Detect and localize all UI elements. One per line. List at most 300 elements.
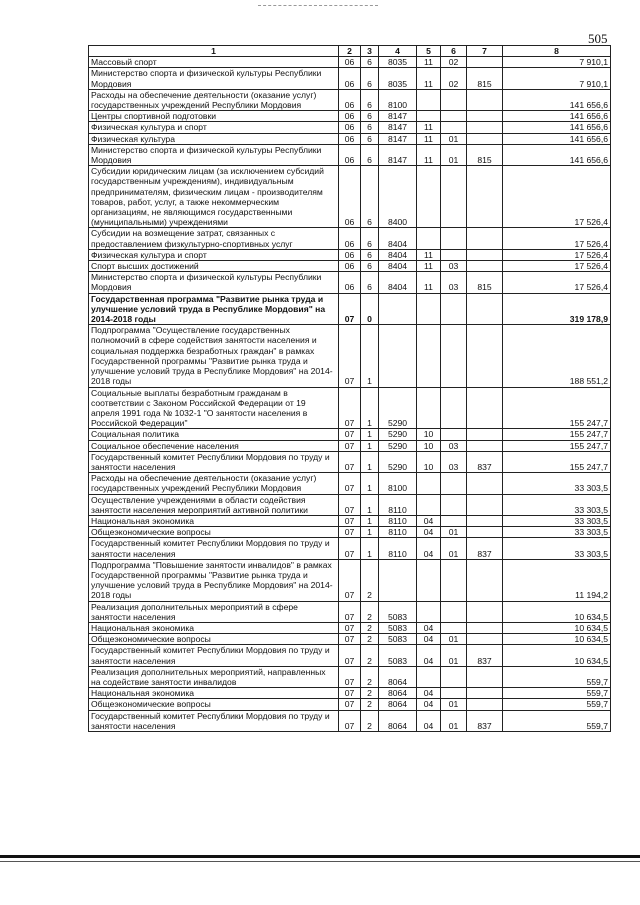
row-name-cell: Реализация дополнительных мероприятий в сфере занятости населения — [89, 601, 339, 622]
budget-table — [88, 45, 611, 732]
row-value-cell — [467, 515, 503, 526]
row-value-cell — [441, 688, 467, 699]
row-value-cell: 01 — [441, 699, 467, 710]
row-value-cell: 6 — [361, 57, 379, 68]
row-value-cell: 07 — [339, 622, 361, 633]
row-name-cell: Массовый спорт — [89, 57, 339, 68]
row-value-cell: 8035 — [379, 57, 417, 68]
row-value-cell — [467, 111, 503, 122]
row-value-cell — [441, 166, 467, 228]
row-value-cell: 07 — [339, 538, 361, 559]
row-value-cell: 6 — [361, 68, 379, 89]
row-value-cell: 06 — [339, 249, 361, 260]
row-value-cell — [467, 494, 503, 515]
row-value-cell: 04 — [417, 622, 441, 633]
row-value-cell: 6 — [361, 111, 379, 122]
row-value-cell: 8110 — [379, 538, 417, 559]
table-row — [89, 494, 611, 515]
table-row — [89, 538, 611, 559]
row-value-cell: 1 — [361, 473, 379, 494]
row-value-cell: 33 303,5 — [503, 494, 611, 515]
top-dashed-line — [258, 5, 378, 6]
row-value-cell: 8110 — [379, 494, 417, 515]
row-value-cell: 6 — [361, 228, 379, 249]
row-value-cell: 07 — [339, 440, 361, 451]
row-name-cell: Осуществление учреждениями в области содействия занятости населения мероприятий активной политики — [89, 494, 339, 515]
row-value-cell: 5290 — [379, 429, 417, 440]
row-value-cell: 2 — [361, 634, 379, 645]
row-value-cell — [417, 387, 441, 429]
row-value-cell — [417, 559, 441, 601]
row-value-cell — [441, 494, 467, 515]
row-value-cell: 141 656,6 — [503, 133, 611, 144]
row-value-cell: 2 — [361, 710, 379, 731]
row-value-cell: 5083 — [379, 601, 417, 622]
row-name-cell: Национальная экономика — [89, 515, 339, 526]
row-value-cell: 04 — [417, 699, 441, 710]
row-value-cell: 1 — [361, 429, 379, 440]
row-value-cell: 815 — [467, 272, 503, 293]
row-name-cell: Подпрограмма "Повышение занятости инвалидов" в рамках Государственной программы "Развитие рынка труда и улучшение условий труда в Республике Мордовия" на 2014-2018 годы — [89, 559, 339, 601]
row-value-cell: 10 634,5 — [503, 645, 611, 666]
row-name-cell: Министерство спорта и физической культуры Республики Мордовия — [89, 272, 339, 293]
row-value-cell: 8147 — [379, 111, 417, 122]
row-value-cell — [441, 111, 467, 122]
table-row — [89, 387, 611, 429]
table-row — [89, 228, 611, 249]
row-value-cell: 559,7 — [503, 666, 611, 687]
row-value-cell: 8404 — [379, 228, 417, 249]
row-value-cell — [467, 57, 503, 68]
row-value-cell — [417, 166, 441, 228]
row-value-cell: 559,7 — [503, 688, 611, 699]
row-value-cell: 10 634,5 — [503, 622, 611, 633]
row-name-cell: Министерство спорта и физической культуры Республики Мордовия — [89, 68, 339, 89]
row-value-cell: 815 — [467, 68, 503, 89]
column-header: 2 — [339, 46, 361, 57]
row-value-cell: 11 — [417, 261, 441, 272]
column-header: 6 — [441, 46, 467, 57]
row-value-cell: 1 — [361, 440, 379, 451]
row-value-cell: 01 — [441, 645, 467, 666]
row-value-cell: 01 — [441, 538, 467, 559]
row-name-cell: Государственный комитет Республики Мордовия по труду и занятости населения — [89, 451, 339, 472]
column-header: 4 — [379, 46, 417, 57]
row-value-cell — [467, 293, 503, 325]
row-value-cell: 06 — [339, 111, 361, 122]
table-row — [89, 473, 611, 494]
row-value-cell: 11 — [417, 57, 441, 68]
row-value-cell: 5083 — [379, 645, 417, 666]
row-value-cell: 8110 — [379, 527, 417, 538]
row-value-cell — [467, 473, 503, 494]
table-row — [89, 527, 611, 538]
row-value-cell: 141 656,6 — [503, 144, 611, 165]
row-name-cell: Социальные выплаты безработным гражданам в соответствии с Законом Российской Федерации от 19 апреля 1991 года № 1032-1 "О занятости населения в Российской Федерации" — [89, 387, 339, 429]
row-value-cell: 1 — [361, 527, 379, 538]
table-row — [89, 249, 611, 260]
row-value-cell: 10 — [417, 429, 441, 440]
row-value-cell — [441, 666, 467, 687]
column-header: 7 — [467, 46, 503, 57]
row-value-cell: 8064 — [379, 699, 417, 710]
row-name-cell: Физическая культура — [89, 133, 339, 144]
column-header: 3 — [361, 46, 379, 57]
row-value-cell — [417, 494, 441, 515]
row-value-cell — [441, 559, 467, 601]
row-name-cell: Национальная экономика — [89, 622, 339, 633]
row-value-cell: 5083 — [379, 634, 417, 645]
row-value-cell: 6 — [361, 133, 379, 144]
row-value-cell: 03 — [441, 272, 467, 293]
row-value-cell: 33 303,5 — [503, 515, 611, 526]
row-value-cell: 06 — [339, 89, 361, 110]
row-value-cell: 03 — [441, 440, 467, 451]
row-name-cell: Субсидии на возмещение затрат, связанных с предоставлением физкультурно-спортивных услуг — [89, 228, 339, 249]
row-value-cell — [441, 228, 467, 249]
row-value-cell: 155 247,7 — [503, 451, 611, 472]
row-value-cell: 02 — [441, 57, 467, 68]
row-value-cell — [417, 89, 441, 110]
table-row — [89, 440, 611, 451]
row-value-cell — [467, 688, 503, 699]
row-value-cell: 6 — [361, 166, 379, 228]
row-value-cell: 07 — [339, 515, 361, 526]
table-row — [89, 622, 611, 633]
row-value-cell: 03 — [441, 451, 467, 472]
row-value-cell: 11 — [417, 133, 441, 144]
row-value-cell: 04 — [417, 634, 441, 645]
row-value-cell: 5290 — [379, 440, 417, 451]
row-value-cell: 07 — [339, 645, 361, 666]
row-value-cell: 07 — [339, 688, 361, 699]
table-row — [89, 133, 611, 144]
row-value-cell: 17 526,4 — [503, 228, 611, 249]
row-value-cell — [441, 473, 467, 494]
row-name-cell: Субсидии юридическим лицам (за исключением субсидий государственным учреждениям), индивидуальным предпринимателям, физическим лицам - производителям товаров, работ, услуг, а также некоммерческим организациям, не являющимся государственными (муниципальными) учреждениями — [89, 166, 339, 228]
row-name-cell: Реализация дополнительных мероприятий, направленных на содействие занятости инвалидов — [89, 666, 339, 687]
row-name-cell: Государственный комитет Республики Мордовия по труду и занятости населения — [89, 710, 339, 731]
row-value-cell: 01 — [441, 527, 467, 538]
row-value-cell: 837 — [467, 538, 503, 559]
row-value-cell: 17 526,4 — [503, 272, 611, 293]
row-value-cell: 188 551,2 — [503, 325, 611, 387]
row-value-cell — [467, 325, 503, 387]
row-value-cell: 141 656,6 — [503, 122, 611, 133]
table-row — [89, 293, 611, 325]
row-value-cell: 141 656,6 — [503, 89, 611, 110]
table-row — [89, 688, 611, 699]
row-value-cell: 07 — [339, 601, 361, 622]
row-value-cell: 02 — [441, 68, 467, 89]
row-value-cell: 8064 — [379, 710, 417, 731]
row-value-cell: 06 — [339, 57, 361, 68]
table-row — [89, 429, 611, 440]
row-value-cell: 11 — [417, 249, 441, 260]
row-value-cell: 1 — [361, 494, 379, 515]
row-value-cell: 155 247,7 — [503, 440, 611, 451]
table-row — [89, 166, 611, 228]
row-value-cell — [467, 249, 503, 260]
row-value-cell: 2 — [361, 622, 379, 633]
row-value-cell: 07 — [339, 451, 361, 472]
row-value-cell: 07 — [339, 527, 361, 538]
row-value-cell: 8100 — [379, 89, 417, 110]
row-value-cell: 06 — [339, 228, 361, 249]
row-value-cell: 17 526,4 — [503, 166, 611, 228]
row-value-cell — [467, 261, 503, 272]
row-value-cell: 815 — [467, 144, 503, 165]
table-row — [89, 57, 611, 68]
row-value-cell — [467, 89, 503, 110]
row-name-cell: Физическая культура и спорт — [89, 122, 339, 133]
row-value-cell: 01 — [441, 710, 467, 731]
row-value-cell: 141 656,6 — [503, 111, 611, 122]
row-value-cell: 11 — [417, 272, 441, 293]
row-value-cell: 01 — [441, 144, 467, 165]
row-value-cell: 07 — [339, 699, 361, 710]
row-value-cell: 8110 — [379, 515, 417, 526]
column-header: 8 — [503, 46, 611, 57]
row-value-cell: 10 — [417, 451, 441, 472]
row-value-cell: 07 — [339, 473, 361, 494]
row-value-cell: 04 — [417, 527, 441, 538]
row-name-cell: Расходы на обеспечение деятельности (оказание услуг) государственных учреждений Республики Мордовия — [89, 89, 339, 110]
row-value-cell: 559,7 — [503, 699, 611, 710]
row-value-cell: 07 — [339, 429, 361, 440]
row-value-cell — [441, 122, 467, 133]
table-row — [89, 261, 611, 272]
row-value-cell: 6 — [361, 89, 379, 110]
row-value-cell: 6 — [361, 261, 379, 272]
row-value-cell: 837 — [467, 710, 503, 731]
table-row — [89, 634, 611, 645]
row-value-cell: 06 — [339, 166, 361, 228]
row-value-cell — [467, 440, 503, 451]
row-value-cell: 8147 — [379, 144, 417, 165]
row-value-cell — [417, 228, 441, 249]
table-header-row — [89, 46, 611, 57]
bottom-rule-thin — [0, 861, 640, 862]
table-row — [89, 68, 611, 89]
row-value-cell: 06 — [339, 133, 361, 144]
row-value-cell: 7 910,1 — [503, 57, 611, 68]
row-value-cell: 1 — [361, 515, 379, 526]
row-value-cell: 8100 — [379, 473, 417, 494]
row-value-cell: 17 526,4 — [503, 261, 611, 272]
row-value-cell: 8404 — [379, 261, 417, 272]
row-value-cell: 11 194,2 — [503, 559, 611, 601]
row-value-cell — [441, 249, 467, 260]
row-name-cell: Министерство спорта и физической культуры Республики Мордовия — [89, 144, 339, 165]
row-value-cell: 8404 — [379, 272, 417, 293]
row-value-cell: 5290 — [379, 451, 417, 472]
row-value-cell: 2 — [361, 559, 379, 601]
row-value-cell: 17 526,4 — [503, 249, 611, 260]
row-value-cell: 01 — [441, 634, 467, 645]
row-value-cell: 1 — [361, 538, 379, 559]
row-value-cell: 11 — [417, 144, 441, 165]
row-value-cell — [417, 111, 441, 122]
table-row — [89, 666, 611, 687]
row-value-cell: 03 — [441, 261, 467, 272]
row-value-cell: 155 247,7 — [503, 429, 611, 440]
row-value-cell: 07 — [339, 710, 361, 731]
row-value-cell — [467, 387, 503, 429]
row-value-cell: 11 — [417, 68, 441, 89]
row-value-cell — [417, 473, 441, 494]
table-row — [89, 272, 611, 293]
row-value-cell — [379, 293, 417, 325]
row-value-cell: 8147 — [379, 133, 417, 144]
row-value-cell — [441, 325, 467, 387]
row-value-cell: 04 — [417, 710, 441, 731]
row-value-cell: 8064 — [379, 666, 417, 687]
row-value-cell — [441, 89, 467, 110]
row-value-cell: 01 — [441, 133, 467, 144]
row-value-cell — [379, 325, 417, 387]
table-row — [89, 122, 611, 133]
row-value-cell — [417, 293, 441, 325]
row-value-cell: 155 247,7 — [503, 387, 611, 429]
row-value-cell: 1 — [361, 325, 379, 387]
row-value-cell: 2 — [361, 666, 379, 687]
table-row — [89, 645, 611, 666]
row-value-cell: 07 — [339, 387, 361, 429]
row-value-cell — [441, 601, 467, 622]
row-value-cell — [467, 634, 503, 645]
row-name-cell: Спорт высших достижений — [89, 261, 339, 272]
row-value-cell: 33 303,5 — [503, 527, 611, 538]
table-row — [89, 559, 611, 601]
row-value-cell: 04 — [417, 645, 441, 666]
row-value-cell: 07 — [339, 666, 361, 687]
row-value-cell — [417, 666, 441, 687]
row-value-cell: 8404 — [379, 249, 417, 260]
row-value-cell: 10 634,5 — [503, 601, 611, 622]
row-value-cell: 1 — [361, 387, 379, 429]
row-value-cell — [467, 122, 503, 133]
row-value-cell: 5290 — [379, 387, 417, 429]
row-value-cell: 8035 — [379, 68, 417, 89]
table-row — [89, 111, 611, 122]
row-value-cell — [467, 429, 503, 440]
table-row — [89, 515, 611, 526]
table-row — [89, 144, 611, 165]
row-value-cell: 8147 — [379, 122, 417, 133]
row-value-cell: 04 — [417, 538, 441, 559]
row-value-cell: 1 — [361, 451, 379, 472]
row-value-cell: 06 — [339, 68, 361, 89]
table-row — [89, 710, 611, 731]
row-value-cell: 07 — [339, 559, 361, 601]
bottom-rule — [0, 855, 640, 858]
row-value-cell — [379, 559, 417, 601]
row-value-cell: 04 — [417, 515, 441, 526]
row-name-cell: Социальное обеспечение населения — [89, 440, 339, 451]
page-number: 505 — [588, 31, 608, 46]
row-name-cell: Социальная политика — [89, 429, 339, 440]
row-value-cell: 7 910,1 — [503, 68, 611, 89]
row-value-cell — [417, 601, 441, 622]
row-value-cell: 06 — [339, 122, 361, 133]
table-row — [89, 601, 611, 622]
row-value-cell: 07 — [339, 325, 361, 387]
row-value-cell: 07 — [339, 634, 361, 645]
row-value-cell — [467, 166, 503, 228]
row-value-cell — [441, 387, 467, 429]
row-value-cell: 6 — [361, 272, 379, 293]
row-value-cell — [467, 527, 503, 538]
row-value-cell: 6 — [361, 122, 379, 133]
row-value-cell — [417, 325, 441, 387]
row-value-cell — [441, 515, 467, 526]
table-row — [89, 325, 611, 387]
row-name-cell: Национальная экономика — [89, 688, 339, 699]
row-name-cell: Подпрограмма "Осуществление государственных полномочий в сфере содействия занятости населения и социальная поддержка безработных граждан" в рамках Государственной программы "Развитие рынка труда и улучшение условий труда в Республике Мордовия" на 2014-2018 годы — [89, 325, 339, 387]
row-value-cell: 33 303,5 — [503, 473, 611, 494]
row-value-cell: 06 — [339, 261, 361, 272]
row-name-cell: Центры спортивной подготовки — [89, 111, 339, 122]
row-value-cell — [441, 429, 467, 440]
row-name-cell: Общеэкономические вопросы — [89, 634, 339, 645]
row-value-cell: 6 — [361, 144, 379, 165]
row-value-cell: 559,7 — [503, 710, 611, 731]
row-value-cell: 5083 — [379, 622, 417, 633]
column-header: 5 — [417, 46, 441, 57]
row-value-cell: 06 — [339, 272, 361, 293]
row-value-cell: 2 — [361, 645, 379, 666]
row-value-cell: 2 — [361, 601, 379, 622]
row-value-cell — [441, 622, 467, 633]
row-value-cell: 07 — [339, 494, 361, 515]
row-value-cell: 11 — [417, 122, 441, 133]
row-value-cell: 06 — [339, 144, 361, 165]
table-row — [89, 89, 611, 110]
row-name-cell: Государственный комитет Республики Мордовия по труду и занятости населения — [89, 538, 339, 559]
table-row — [89, 699, 611, 710]
row-value-cell: 07 — [339, 293, 361, 325]
column-header: 1 — [89, 46, 339, 57]
row-value-cell: 0 — [361, 293, 379, 325]
row-value-cell — [467, 133, 503, 144]
row-value-cell: 2 — [361, 688, 379, 699]
row-name-cell: Общеэкономические вопросы — [89, 699, 339, 710]
row-value-cell: 319 178,9 — [503, 293, 611, 325]
row-value-cell — [467, 699, 503, 710]
row-value-cell: 6 — [361, 249, 379, 260]
row-value-cell: 837 — [467, 451, 503, 472]
row-value-cell: 8064 — [379, 688, 417, 699]
row-value-cell — [441, 293, 467, 325]
row-name-cell: Общеэкономические вопросы — [89, 527, 339, 538]
row-value-cell — [467, 666, 503, 687]
row-value-cell — [467, 228, 503, 249]
row-value-cell: 10 — [417, 440, 441, 451]
row-name-cell: Расходы на обеспечение деятельности (оказание услуг) государственных учреждений Республики Мордовия — [89, 473, 339, 494]
row-value-cell — [467, 601, 503, 622]
row-value-cell: 33 303,5 — [503, 538, 611, 559]
row-value-cell: 2 — [361, 699, 379, 710]
row-name-cell: Физическая культура и спорт — [89, 249, 339, 260]
row-value-cell: 8400 — [379, 166, 417, 228]
table-row — [89, 451, 611, 472]
row-value-cell: 10 634,5 — [503, 634, 611, 645]
row-name-cell: Государственный комитет Республики Мордовия по труду и занятости населения — [89, 645, 339, 666]
row-value-cell: 04 — [417, 688, 441, 699]
row-value-cell — [467, 559, 503, 601]
row-name-cell: Государственная программа "Развитие рынка труда и улучшение условий труда в Республике Мордовия" на 2014-2018 годы — [89, 293, 339, 325]
